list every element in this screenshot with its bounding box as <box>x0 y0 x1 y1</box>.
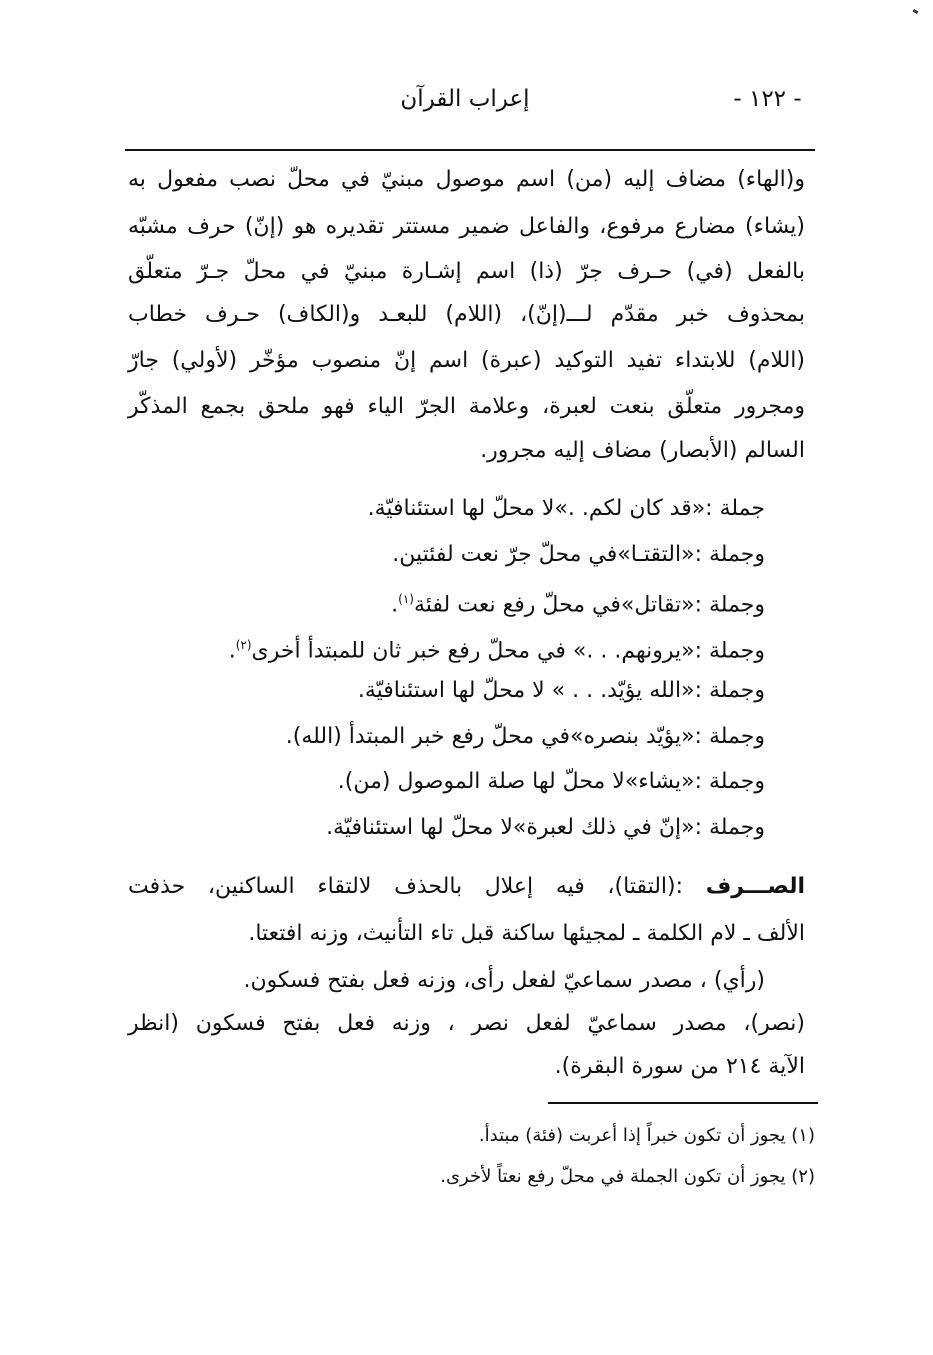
sentence-line: وجملة :«تقاتل»في محلّ رفع نعت لفئة$^{(١)}$. <box>391 592 765 618</box>
paragraph-line: و(الهاء) مضاف إليه (من) اسم موصول مبنيّ في محلّ نصب مفعول به <box>128 167 805 192</box>
sarf-label: الصـــرف <box>705 874 805 899</box>
sentence-line: وجملة :«يؤيّد بنصره»في محلّ رفع خبر المبتدأ (الله). <box>285 724 765 749</box>
paragraph-line: ومجرور متعلّق بنعت لعبرة، وعلامة الجرّ الياء فهو ملحق بجمع المذكّر <box>128 394 805 419</box>
footnote-ref: (١) <box>398 592 414 606</box>
sentence-line: وجملة :«التقتـا»في محلّ جرّ نعت لفئتين. <box>392 542 765 567</box>
sarf-line <box>128 870 805 904</box>
footnote: (١) يجوز أن تكون خبراً إذا أعربت (فئة) مبتدأ. <box>478 1125 815 1146</box>
footnote-ref: (٢) <box>235 638 252 652</box>
sentence-text: وجملة :«يرونهم. . .» في محلّ رفع خبر ثان للمبتدأ أخرى <box>251 638 765 664</box>
sentence-line: وجملة :«يرونهم. . .» في محلّ رفع خبر ثان للمبتدأ أخرى$^{(٢)}$. <box>228 638 765 664</box>
sentence-line: وجملة :«إنّ في ذلك لعبرة»لا محلّ لها استئنافيّة. <box>326 815 765 840</box>
sarf-line: (رأي) ، مصدر سماعيّ لفعل رأى، وزنه فعل بفتح فسكون. <box>243 968 765 993</box>
paragraph-line: السالم (الأبصار) مضاف إليه مجرور. <box>480 438 805 463</box>
sentence-line: جملة :«قد كان لكم. .»لا محلّ لها استئنافيّة. <box>367 496 765 521</box>
running-title: إعراب القرآن <box>400 86 530 112</box>
paragraph-line: بمحذوف خبر مقدّم لـــ(إنّ)، (اللام) للبعـد و(الكاف) حـرف خطاب <box>128 302 805 327</box>
scan-speck <box>913 9 919 14</box>
page-number: - ١٢٢ - <box>733 86 802 112</box>
sentence-text: وجملة :«تقاتل»في محلّ رفع نعت لفئة <box>413 592 765 618</box>
paragraph-line: بالفعل (في) حـرف جرّ (ذا) اسم إشـارة مبنيّ في محلّ جـرّ متعلّق <box>128 259 805 284</box>
sarf-line: الآية ٢١٤ من سورة البقرة). <box>554 1054 805 1079</box>
paragraph-line: (يشاء) مضارع مرفوع، والفاعل ضمير مستتر تقديره هو (إنّ) حرف مشبّه <box>128 214 805 239</box>
sentence-line: وجملة :«الله يؤيّد. . . » لا محلّ لها استئنافيّة. <box>357 678 765 703</box>
footnote-rule <box>548 1102 818 1104</box>
sarf-line: الألف ـ لام الكلمة ـ لمجيئها ساكنة قبل تاء التأنيث، وزنه افتعتا. <box>248 921 805 946</box>
header-rule <box>125 149 815 151</box>
sarf-text: :(التقتا)، فيه إعلال بالحذف لالتقاء الساكنين، حذفت <box>128 874 684 899</box>
sarf-line: (نصر)، مصدر سماعيّ لفعل نصر ، وزنه فعل بفتح فسكون (انظر <box>128 1011 805 1036</box>
footnote: (٢) يجوز أن تكون الجملة في محلّ رفع نعتاً لأخرى. <box>440 1166 815 1187</box>
sentence-line: وجملة :«يشاء»لا محلّ لها صلة الموصول (من). <box>337 769 765 794</box>
paragraph-line: (اللام) للابتداء تفيد التوكيد (عبرة) اسم إنّ منصوب مؤخّر (لأولي) جارّ <box>128 348 805 373</box>
